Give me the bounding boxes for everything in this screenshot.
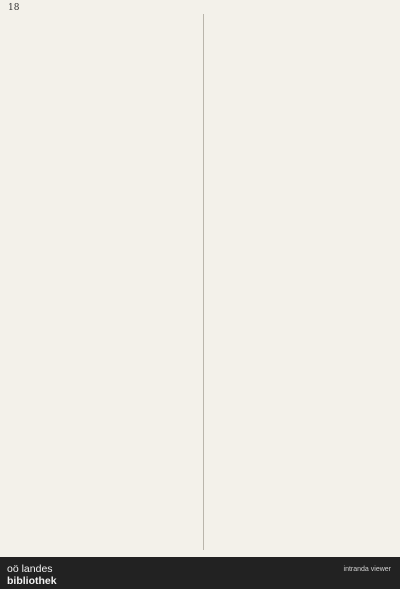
- left-column: [7, 14, 190, 550]
- viewer-credit: intranda viewer: [343, 566, 391, 573]
- viewer-footer: [0, 557, 400, 589]
- library-logo[interactable]: [7, 561, 99, 587]
- right-column: [208, 14, 391, 550]
- column-divider: [203, 14, 204, 550]
- library-logo-icon: [7, 561, 99, 587]
- svg-text:oö landes: oö landes: [7, 563, 53, 575]
- page-number: 18: [8, 3, 20, 13]
- svg-text:bibliothek: bibliothek: [7, 575, 57, 587]
